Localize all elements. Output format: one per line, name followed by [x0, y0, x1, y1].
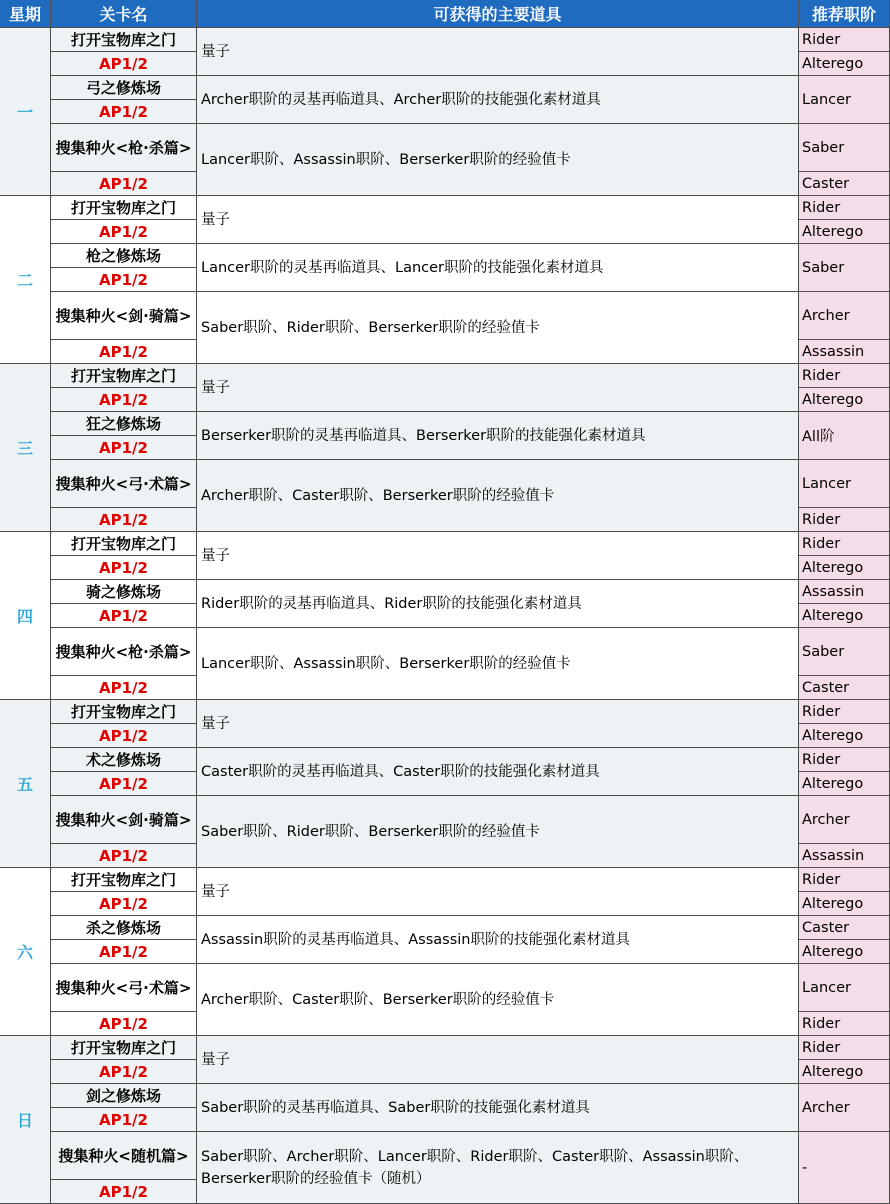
recommended-class: Alterego: [799, 388, 890, 412]
stage-ap-cost: AP1/2: [51, 844, 197, 868]
day-label: 四: [0, 532, 51, 700]
stage-items: Lancer职阶的灵基再临道具、Lancer职阶的技能强化素材道具: [197, 244, 799, 292]
recommended-class: Saber: [799, 628, 890, 676]
recommended-class: Alterego: [799, 52, 890, 76]
stage-ap-cost: AP1/2: [51, 940, 197, 964]
stage-items: 量子: [197, 196, 799, 244]
recommended-class: Lancer: [799, 964, 890, 1012]
stage-ap-cost: AP1/2: [51, 772, 197, 796]
stage-items: Rider职阶的灵基再临道具、Rider职阶的技能强化素材道具: [197, 580, 799, 628]
stage-ap-cost: AP1/2: [51, 556, 197, 580]
day-label: 三: [0, 364, 51, 532]
stage-name: 搜集种火<剑·骑篇>: [51, 796, 197, 844]
stage-name: 打开宝物库之门: [51, 532, 197, 556]
stage-ap-cost: AP1/2: [51, 436, 197, 460]
stage-name: 打开宝物库之门: [51, 1036, 197, 1060]
recommended-class: Alterego: [799, 772, 890, 796]
stage-items: 量子: [197, 532, 799, 580]
stage-name: 搜集种火<枪·杀篇>: [51, 124, 197, 172]
stage-name: 弓之修炼场: [51, 76, 197, 100]
recommended-class: Rider: [799, 364, 890, 388]
header-day: 星期: [0, 0, 51, 28]
recommended-class: Archer: [799, 1084, 890, 1132]
recommended-class: Rider: [799, 196, 890, 220]
stage-name: 枪之修炼场: [51, 244, 197, 268]
stage-items: 量子: [197, 700, 799, 748]
recommended-class: Assassin: [799, 580, 890, 604]
stage-items: Saber职阶、Rider职阶、Berserker职阶的经验值卡: [197, 796, 799, 868]
stage-ap-cost: AP1/2: [51, 1180, 197, 1204]
stage-ap-cost: AP1/2: [51, 52, 197, 76]
recommended-class: Rider: [799, 1012, 890, 1036]
recommended-class: -: [799, 1132, 890, 1204]
recommended-class: Rider: [799, 508, 890, 532]
stage-ap-cost: AP1/2: [51, 340, 197, 364]
recommended-class: Alterego: [799, 1060, 890, 1084]
recommended-class: All阶: [799, 412, 890, 460]
stage-items: Lancer职阶、Assassin职阶、Berserker职阶的经验值卡: [197, 628, 799, 700]
recommended-class: Assassin: [799, 340, 890, 364]
recommended-class: Lancer: [799, 460, 890, 508]
stage-ap-cost: AP1/2: [51, 508, 197, 532]
stage-name: 搜集种火<随机篇>: [51, 1132, 197, 1180]
stage-ap-cost: AP1/2: [51, 220, 197, 244]
recommended-class: Lancer: [799, 76, 890, 124]
recommended-class: Alterego: [799, 220, 890, 244]
day-label: 六: [0, 868, 51, 1036]
stage-ap-cost: AP1/2: [51, 892, 197, 916]
header-classes: 推荐职阶: [799, 0, 890, 28]
recommended-class: Rider: [799, 748, 890, 772]
recommended-class: Assassin: [799, 844, 890, 868]
stage-items: Archer职阶、Caster职阶、Berserker职阶的经验值卡: [197, 460, 799, 532]
stage-items: 量子: [197, 868, 799, 916]
stage-ap-cost: AP1/2: [51, 268, 197, 292]
stage-items: Archer职阶的灵基再临道具、Archer职阶的技能强化素材道具: [197, 76, 799, 124]
recommended-class: Alterego: [799, 892, 890, 916]
stage-name: 剑之修炼场: [51, 1084, 197, 1108]
stage-name: 打开宝物库之门: [51, 364, 197, 388]
recommended-class: Caster: [799, 172, 890, 196]
stage-ap-cost: AP1/2: [51, 1012, 197, 1036]
header-items: 可获得的主要道具: [197, 0, 799, 28]
stage-name: 搜集种火<弓·术篇>: [51, 964, 197, 1012]
recommended-class: Caster: [799, 676, 890, 700]
recommended-class: Alterego: [799, 604, 890, 628]
stage-items: Saber职阶、Archer职阶、Lancer职阶、Rider职阶、Caster职阶、Assassin职阶、Berserker职阶的经验值卡（随机）: [197, 1132, 799, 1204]
stage-items: 量子: [197, 364, 799, 412]
recommended-class: Saber: [799, 124, 890, 172]
stage-name: 搜集种火<弓·术篇>: [51, 460, 197, 508]
stage-name: 搜集种火<剑·骑篇>: [51, 292, 197, 340]
recommended-class: Archer: [799, 796, 890, 844]
stage-items: Saber职阶、Rider职阶、Berserker职阶的经验值卡: [197, 292, 799, 364]
day-label: 日: [0, 1036, 51, 1204]
stage-name: 打开宝物库之门: [51, 868, 197, 892]
recommended-class: Caster: [799, 916, 890, 940]
stage-name: 打开宝物库之门: [51, 700, 197, 724]
recommended-class: Rider: [799, 700, 890, 724]
recommended-class: Alterego: [799, 724, 890, 748]
stage-items: Berserker职阶的灵基再临道具、Berserker职阶的技能强化素材道具: [197, 412, 799, 460]
stage-name: 打开宝物库之门: [51, 28, 197, 52]
stage-ap-cost: AP1/2: [51, 100, 197, 124]
stage-name: 骑之修炼场: [51, 580, 197, 604]
recommended-class: Rider: [799, 1036, 890, 1060]
stage-ap-cost: AP1/2: [51, 388, 197, 412]
stage-name: 狂之修炼场: [51, 412, 197, 436]
stage-items: 量子: [197, 28, 799, 76]
recommended-class: Alterego: [799, 940, 890, 964]
stage-items: Caster职阶的灵基再临道具、Caster职阶的技能强化素材道具: [197, 748, 799, 796]
stage-ap-cost: AP1/2: [51, 1060, 197, 1084]
stage-ap-cost: AP1/2: [51, 676, 197, 700]
day-label: 五: [0, 700, 51, 868]
day-label: 二: [0, 196, 51, 364]
stage-items: 量子: [197, 1036, 799, 1084]
recommended-class: Rider: [799, 532, 890, 556]
stage-ap-cost: AP1/2: [51, 1108, 197, 1132]
stage-ap-cost: AP1/2: [51, 604, 197, 628]
stage-items: Archer职阶、Caster职阶、Berserker职阶的经验值卡: [197, 964, 799, 1036]
stage-items: Lancer职阶、Assassin职阶、Berserker职阶的经验值卡: [197, 124, 799, 196]
recommended-class: Archer: [799, 292, 890, 340]
recommended-class: Saber: [799, 244, 890, 292]
stage-items: Assassin职阶的灵基再临道具、Assassin职阶的技能强化素材道具: [197, 916, 799, 964]
stage-name: 杀之修炼场: [51, 916, 197, 940]
recommended-class: Rider: [799, 868, 890, 892]
stage-items: Saber职阶的灵基再临道具、Saber职阶的技能强化素材道具: [197, 1084, 799, 1132]
stage-name: 术之修炼场: [51, 748, 197, 772]
stage-ap-cost: AP1/2: [51, 724, 197, 748]
day-label: 一: [0, 28, 51, 196]
stage-name: 搜集种火<枪·杀篇>: [51, 628, 197, 676]
recommended-class: Alterego: [799, 556, 890, 580]
recommended-class: Rider: [799, 28, 890, 52]
header-stage: 关卡名: [51, 0, 197, 28]
stage-ap-cost: AP1/2: [51, 172, 197, 196]
stage-name: 打开宝物库之门: [51, 196, 197, 220]
